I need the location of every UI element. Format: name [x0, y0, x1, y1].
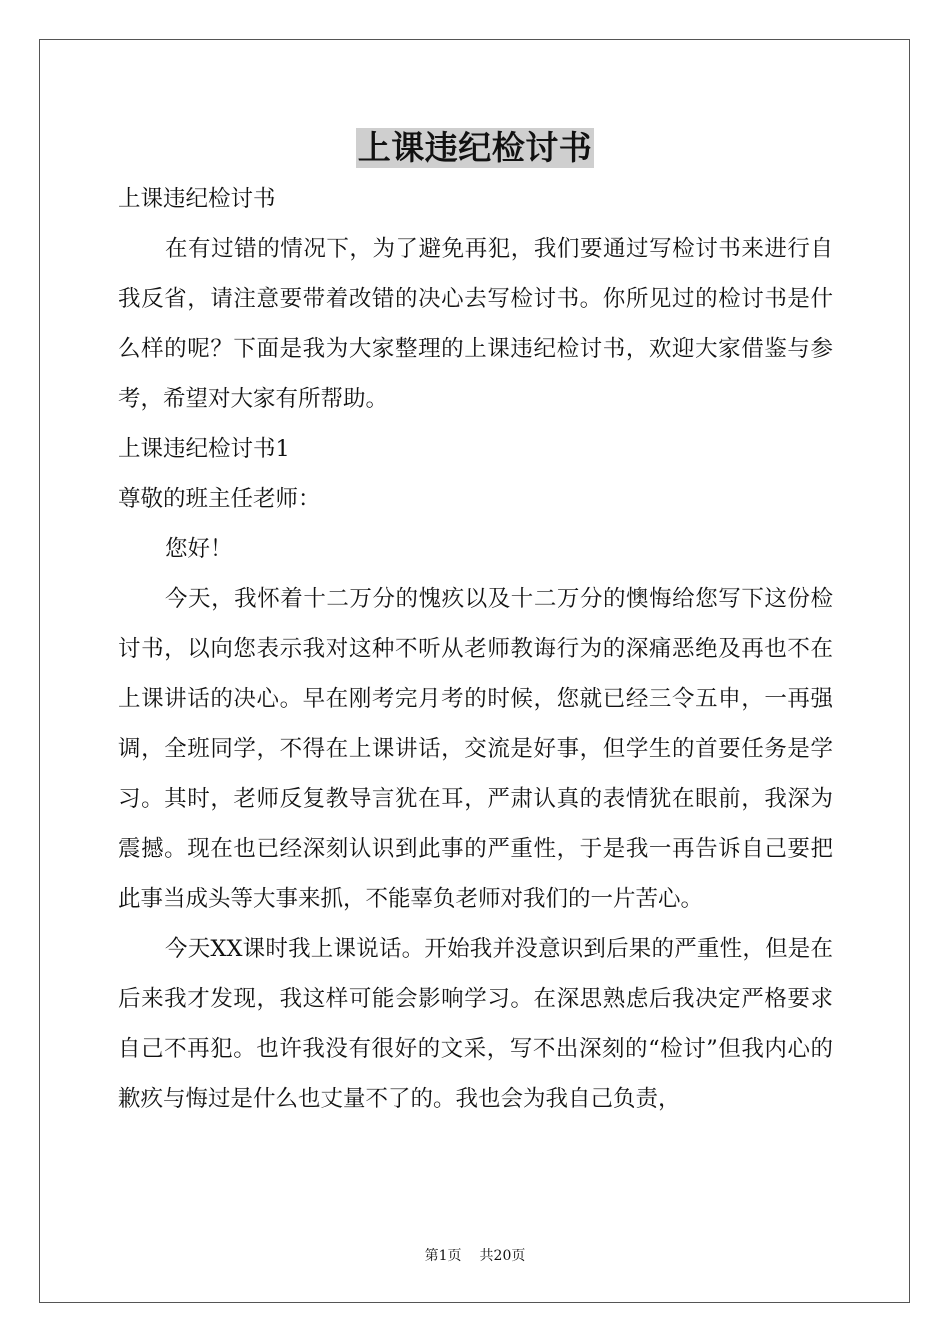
page-footer: [0, 1246, 950, 1266]
title-area: [0, 128, 950, 168]
body-paragraph-1: 今天，我怀着十二万分的愧疚以及十二万分的懊悔给您写下这份检讨书，以向您表示我对这种不听从老师教诲行为的深痛恶绝及再也不在上课讲话的决心。早在刚考完月考的时候，您就已经三令五申，一再强调，全班同学，不得在上课讲话，交流是好事，但学生的首要任务是学习。其时，老师反复教导言犹在耳，严肃认真的表情犹在眼前，我深为震撼。现在也已经深刻认识到此事的严重性，于是我一再告诉自己要把此事当成头等大事来抓，不能辜负老师对我们的一片苦心。: [118, 586, 833, 912]
document-body: [118, 174, 833, 1124]
salutation: 尊敬的班主任老师：: [118, 486, 321, 512]
document-subtitle: 上课违纪检讨书: [118, 186, 276, 212]
greeting: 您好！: [165, 536, 233, 562]
body-paragraph-2: 今天XX课时我上课说话。开始我并没意识到后果的严重性，但是在后来我才发现，我这样可能会影响学习。在深思熟虑后我决定严格要求自己不再犯。也许我没有很好的文采，写不出深刻的“检讨”但我内心的歉疚与悔过是什么也丈量不了的。我也会为我自己负责，: [118, 936, 833, 1112]
intro-paragraph: 在有过错的情况下，为了避免再犯，我们要通过写检讨书来进行自我反省，请注意要带着改错的决心去写检讨书。你所见过的检讨书是什么样的呢？下面是我为大家整理的上课违纪检讨书，欢迎大家借鉴与参考，希望对大家有所帮助。: [118, 236, 833, 412]
document-title: 上课违纪检讨书: [357, 128, 593, 167]
section-heading: 上课违纪检讨书1: [118, 436, 290, 462]
page-number-current: 第1页: [424, 1248, 462, 1264]
page-number-total: 共20页: [479, 1248, 526, 1264]
